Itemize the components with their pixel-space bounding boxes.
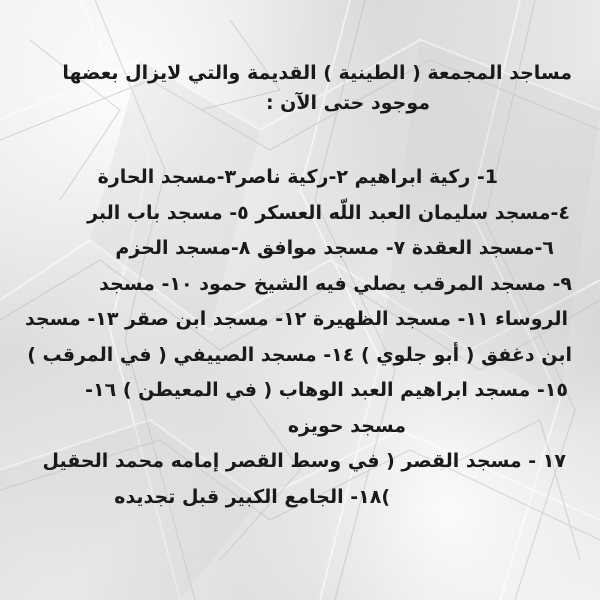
spacer [22,118,578,160]
body-line: الروساء ١١- مسجد الظهيرة ١٢- مسجد ابن صقر ١٣- مسجد [24,308,568,330]
document-text [22,58,578,515]
body-line: ١٧ - مسجد القصر ( في وسط القصر إمامه محمد الحقيل [42,450,566,472]
body-line: ٦-مسجد العقدة ٧- مسجد موافق ٨-مسجد الحزم [115,237,554,259]
title-line-1: مساجد المجمعة ( الطينية ) القديمة والتي لايزال بعضها [62,62,572,84]
body-line: ١٥- مسجد ابراهيم العبد الوهاب ( في المعيطن ) ١٦- [85,379,568,401]
title-line-2: موجود حتى الآن : [265,92,430,114]
body-line: ٤-مسجد سليمان العبد اللّه العسكر ٥- مسجد باب البر [87,201,570,224]
body-line: )١٨- الجامع الكبير قبل تجديده [114,485,390,508]
body-line: ٩- مسجد المرقب يصلي فيه الشيخ حمود ١٠- مسجد [99,272,572,295]
body-line: ابن دغفق ( أبو جلوي ) ١٤- مسجد الصييفي ( في المرقب ) [27,343,572,366]
body-line: مسجد حويزه [287,414,406,437]
body-line: 1- ركية ابراهيم ٢-ركية ناصر٣-مسجد الحارة [97,166,498,188]
